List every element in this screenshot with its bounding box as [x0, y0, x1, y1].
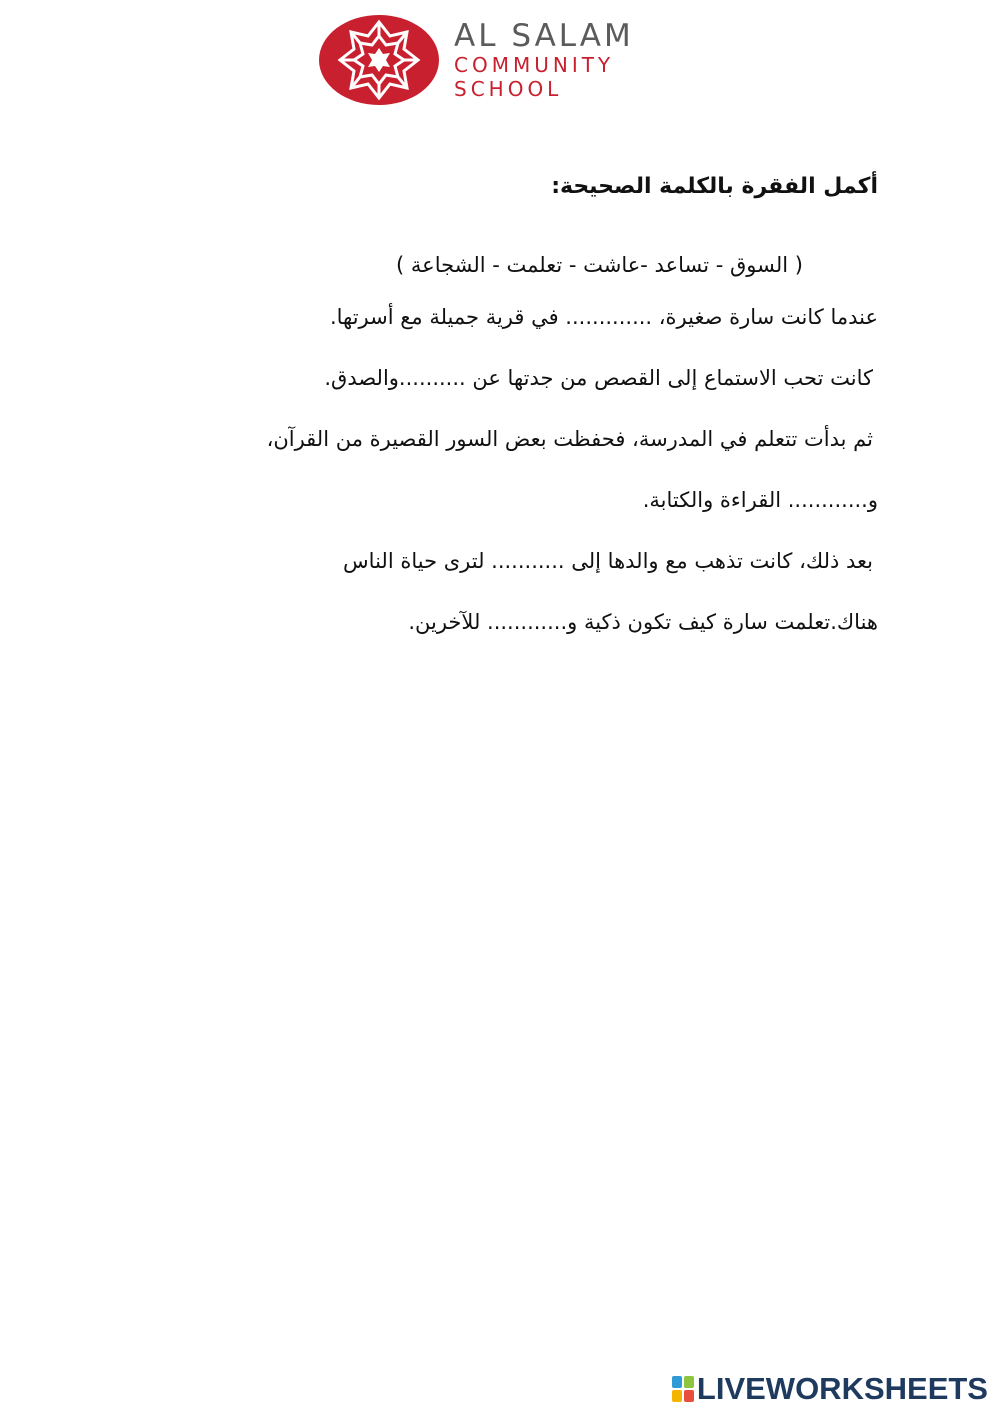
school-name-line3: SCHOOL: [454, 77, 563, 101]
school-name-line2: COMMUNITY: [454, 53, 615, 77]
school-header: [318, 14, 634, 106]
worksheet-title: أكمل الفقرة بالكلمة الصحيحة:: [551, 174, 878, 199]
school-name-line1: AL SALAM: [454, 18, 634, 54]
school-logo-icon: [318, 14, 440, 106]
paragraph-line: هناك.تعلمت سارة كيف تكون ذكية و............ للآخرين.: [408, 610, 878, 634]
liveworksheets-wordmark: LIVEWORKSHEETS: [696, 1371, 988, 1406]
paragraph-line: ثم بدأت تتعلم في المدرسة، فحفظت بعض السور القصيرة من القرآن،: [266, 427, 873, 451]
paragraph-line: عندما كانت سارة صغيرة، ............. في قرية جميلة مع أسرتها.: [329, 305, 878, 329]
liveworksheets-brand: [672, 1372, 988, 1406]
paragraph-line: كانت تحب الاستماع إلى القصص من جدتها عن ..........والصدق.: [324, 366, 873, 390]
liveworksheets-icon: [672, 1374, 694, 1404]
paragraph-line: بعد ذلك، كانت تذهب مع والدها إلى ........... لترى حياة الناس: [343, 549, 873, 573]
school-name: [454, 19, 634, 101]
word-bank: ( السوق - تساعد -عاشت - تعلمت - الشجاعة ): [396, 253, 803, 277]
paragraph-line: و............ القراءة والكتابة.: [642, 488, 878, 512]
worksheet-body: [178, 165, 878, 663]
